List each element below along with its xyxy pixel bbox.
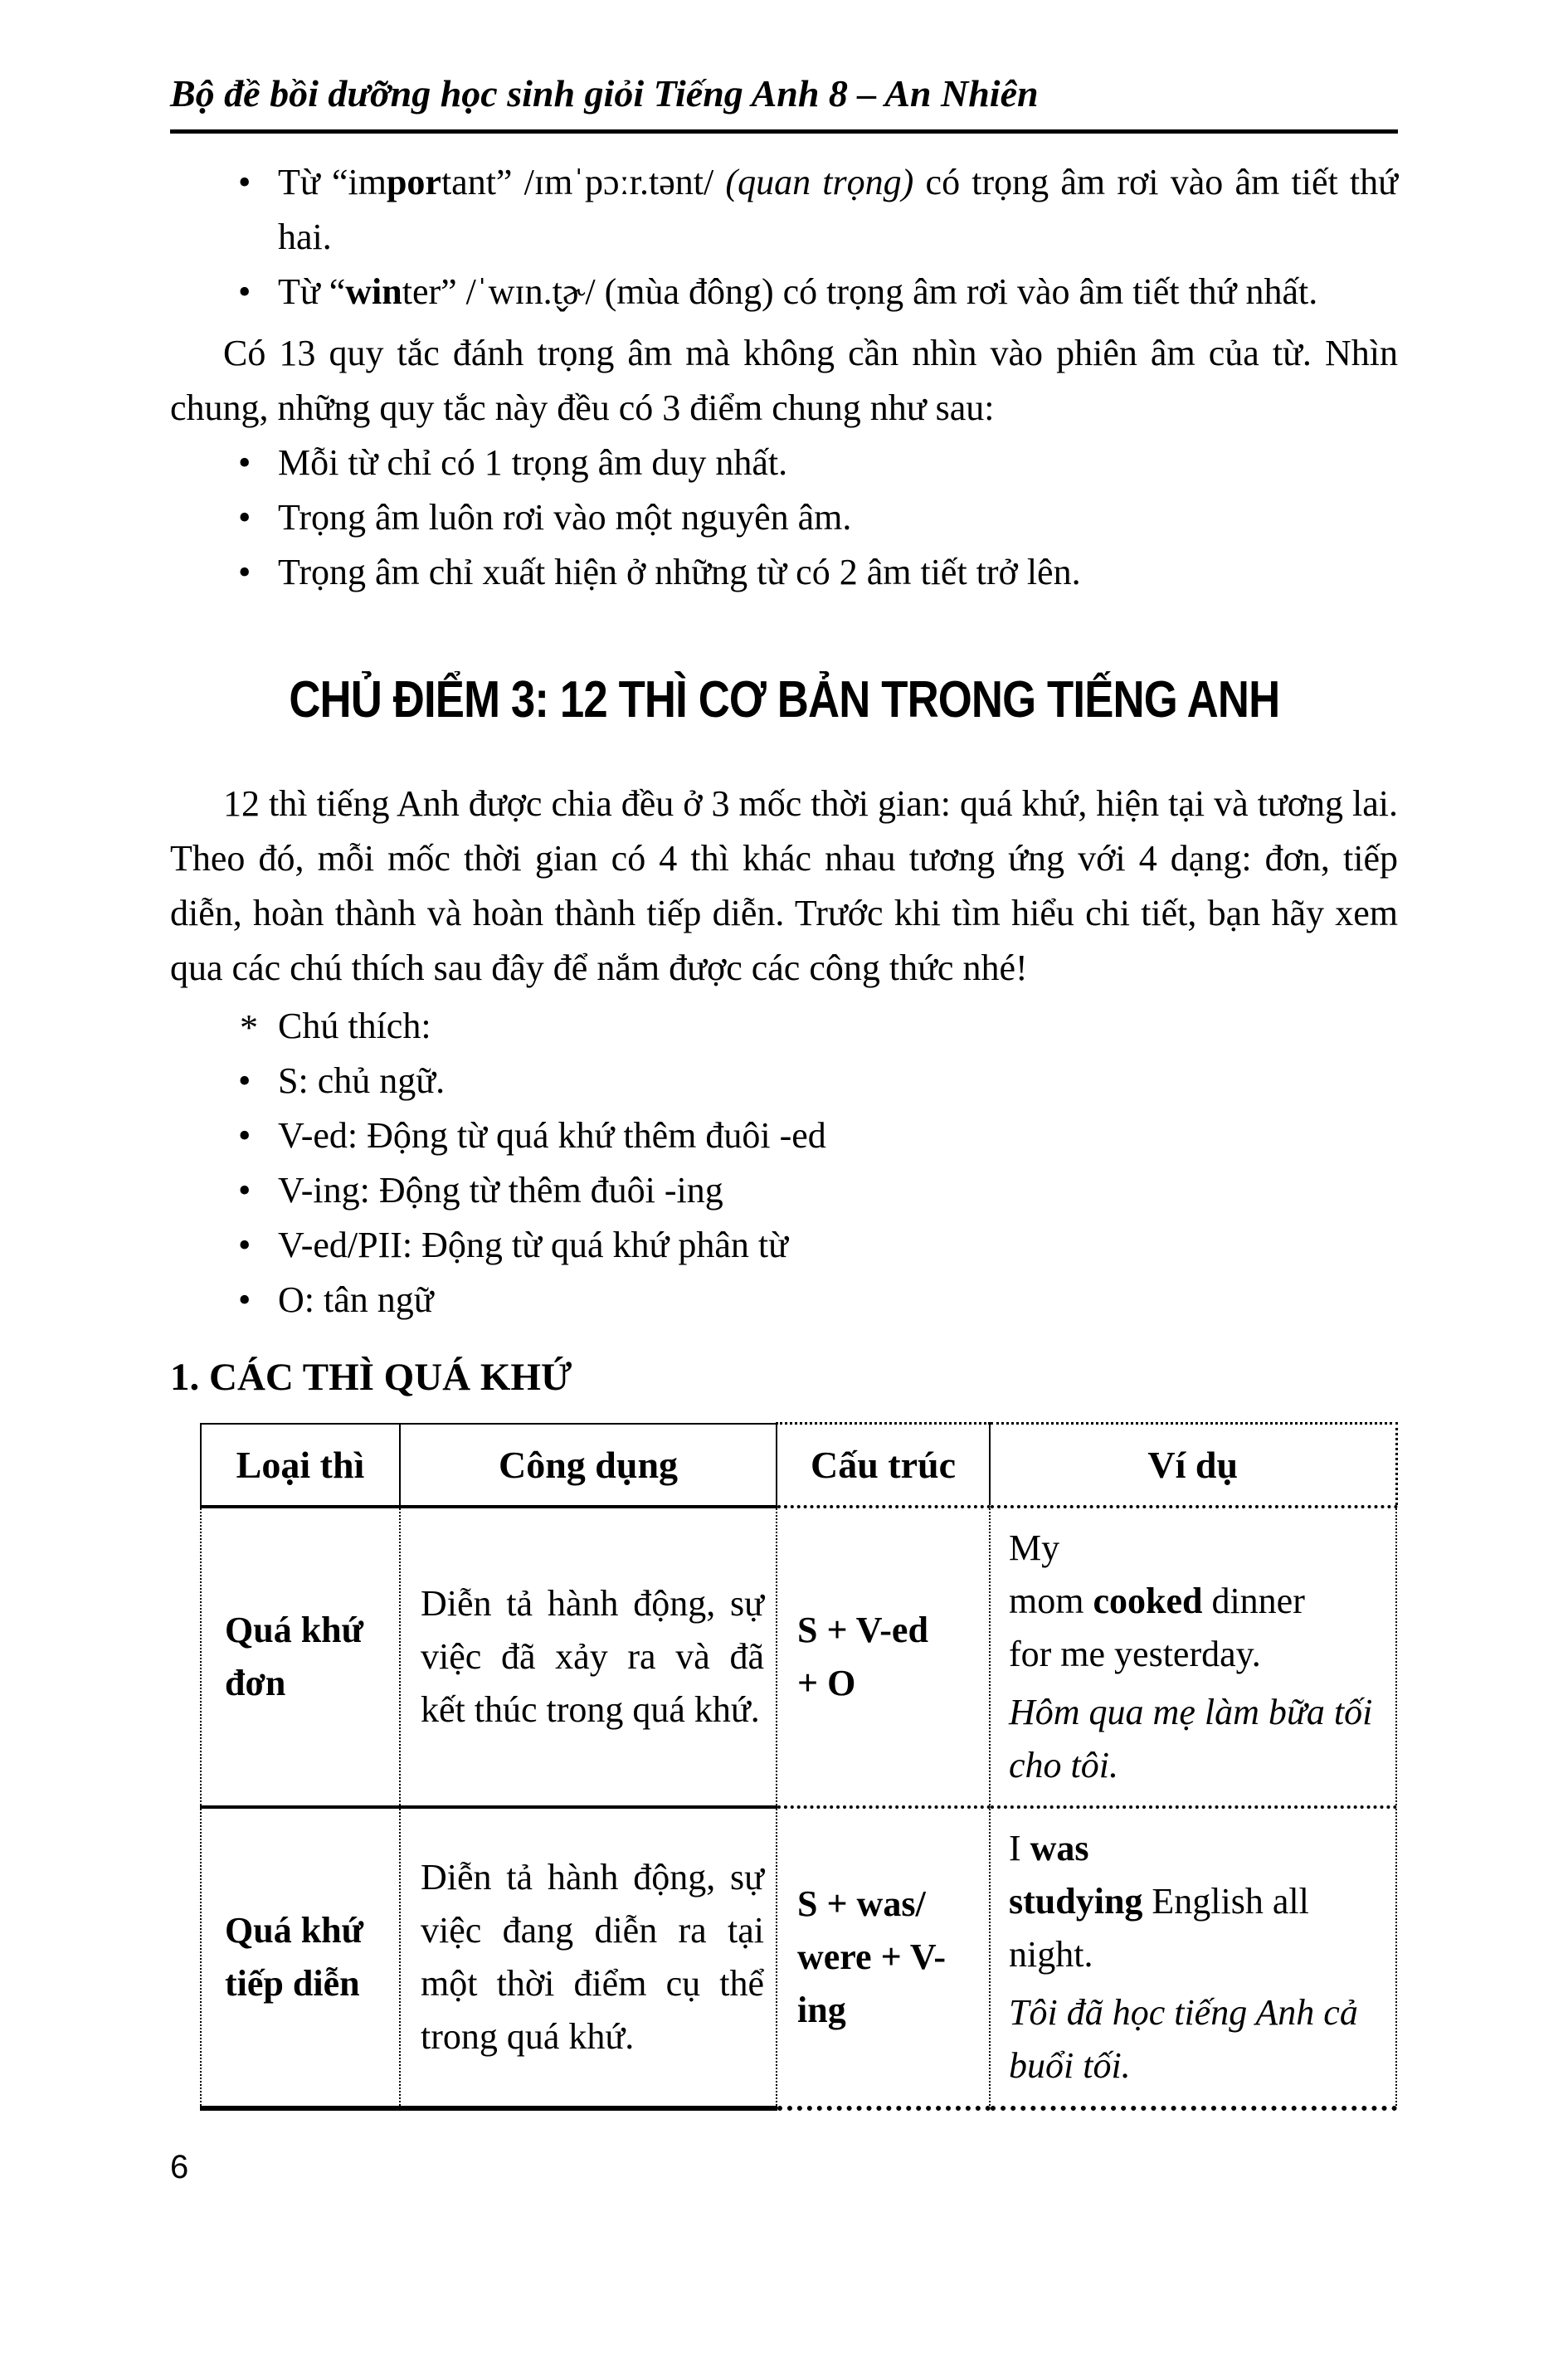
structure-cell <box>777 1807 990 2108</box>
note-text: V-ing: Động từ thêm đuôi -ing <box>278 1170 723 1211</box>
bullet-icon: • <box>238 1279 251 1320</box>
list-item <box>170 436 1398 490</box>
bullet-icon: • <box>238 271 251 312</box>
running-title: Bộ đề bồi dưỡng học sinh giỏi Tiếng Anh 8 – An Nhiên <box>170 72 1039 114</box>
text-segment: có trọng âm rơi vào âm tiết thứ hai. <box>278 162 1399 257</box>
tense-name-cell: Quá khứ tiếp diễn <box>201 1807 400 2108</box>
list-item <box>170 1054 1398 1108</box>
page-header <box>170 70 1398 134</box>
example-english <box>1009 1822 1384 1981</box>
example-cell <box>990 1507 1396 1807</box>
note-text: V-ed: Động từ quá khứ thêm đuôi -ed <box>278 1115 826 1156</box>
table-row-past-simple <box>201 1507 1396 1807</box>
text-segment: tant” /ɪmˈpɔːr.tənt/ <box>441 162 726 202</box>
text-segment: I <box>1009 1827 1030 1868</box>
note-text: S: chủ ngữ. <box>278 1060 446 1101</box>
tense-name-cell: Quá khứ đơn <box>201 1507 400 1807</box>
bullet-icon: • <box>238 497 251 538</box>
structure-line: S + was/ <box>797 1883 926 1924</box>
structure-line: S + V-ed <box>797 1609 928 1650</box>
text-segment: for me yesterday. <box>1009 1633 1261 1674</box>
past-tenses-table <box>200 1422 1398 2111</box>
table-header-row <box>201 1424 1396 1507</box>
list-item <box>170 1108 1398 1163</box>
column-header-tense: Loại thì <box>201 1424 400 1507</box>
structure-line: ing <box>797 1989 846 2030</box>
chapter-heading <box>170 651 1398 735</box>
text-segment: ter” /ˈwɪn.t̬ɚ/ (mùa đông) có trọng âm rơi vào âm tiết thứ nhất. <box>402 271 1318 312</box>
column-header-structure: Cấu trúc <box>777 1424 990 1507</box>
notes-title: Chú thích: <box>278 1006 431 1046</box>
rules-intro-paragraph: Có 13 quy tắc đánh trọng âm mà không cần nhìn vào phiên âm của từ. Nhìn chung, những quy tắc này đều có 3 điểm chung như sau: <box>170 333 1398 428</box>
text-segment-bold: studying <box>1009 1880 1143 1922</box>
rule-text: Trọng âm chỉ xuất hiện ở những từ có 2 âm tiết trở lên. <box>278 552 1081 592</box>
list-item <box>170 265 1398 319</box>
list-item <box>170 155 1398 265</box>
text-segment: mom <box>1009 1580 1093 1621</box>
chapter-heading-text: CHỦ ĐIỂM 3: 12 THÌ CƠ BẢN TRONG TIẾNG ANH <box>289 671 1279 728</box>
text-segment-italic: (quan trọng) <box>725 162 914 202</box>
section-heading: 1. CÁC THÌ QUÁ KHỨ <box>170 1356 572 1399</box>
rules-list <box>170 436 1398 600</box>
text-segment: My <box>1009 1527 1060 1568</box>
structure-line: were + V- <box>797 1936 947 1977</box>
bullet-icon: • <box>238 162 251 202</box>
list-item <box>170 1163 1398 1218</box>
asterisk-marker: * <box>240 1007 258 1048</box>
text-segment: Từ “ <box>278 271 346 312</box>
bullet-icon: • <box>238 1115 251 1156</box>
column-header-usage: Công dụng <box>400 1424 777 1507</box>
table-row-past-continuous <box>201 1807 1396 2108</box>
text-segment: English all <box>1142 1880 1309 1922</box>
list-item <box>170 545 1398 600</box>
usage-cell: Diễn tả hành động, sự việc đã xảy ra và đã kết thúc trong quá khứ. <box>400 1507 777 1807</box>
text-segment: night. <box>1009 1933 1093 1975</box>
example-translation: Hôm qua mẹ làm bữa tối cho tôi. <box>1009 1691 1373 1785</box>
rule-text: Trọng âm luôn rơi vào một nguyên âm. <box>278 497 852 538</box>
column-header-example: Ví dụ <box>990 1424 1396 1507</box>
bullet-icon: • <box>238 1170 251 1211</box>
structure-cell <box>777 1507 990 1807</box>
text-segment-bold: was <box>1030 1827 1089 1868</box>
text-segment-bold: por <box>386 162 441 202</box>
list-item <box>170 490 1398 545</box>
example-english <box>1009 1522 1384 1681</box>
text-segment: Từ “im <box>278 162 387 202</box>
example-translation: Tôi đã học tiếng Anh cả buổi tối. <box>1009 1991 1358 2086</box>
note-text: V-ed/PII: Động từ quá khứ phân từ <box>278 1225 788 1265</box>
structure-line: + O <box>797 1662 856 1703</box>
bullet-icon: • <box>238 442 251 483</box>
text-segment: dinner <box>1202 1580 1305 1621</box>
bullet-icon: • <box>238 552 251 592</box>
bullet-icon: • <box>238 1060 251 1101</box>
chapter-intro-paragraph: 12 thì tiếng Anh được chia đều ở 3 mốc thời gian: quá khứ, hiện tại và tương lai. Theo đó, mỗi mốc thời gian có 4 thì khác nhau tương ứng với 4 dạng: đơn, tiếp diễn, hoàn thành và hoàn thành tiếp diễn. Trước khi tìm hiểu chi tiết, bạn hãy xem qua các chú thích sau đây để nắm được các công thức nhé! <box>170 783 1398 988</box>
example-cell <box>990 1807 1396 2108</box>
list-item <box>170 1218 1398 1273</box>
notes-title-row <box>170 999 1398 1054</box>
bullet-icon: • <box>238 1225 251 1265</box>
page-number: 6 <box>170 2148 189 2185</box>
usage-cell: Diễn tả hành động, sự việc đang diễn ra tại một thời điểm cụ thể trong quá khứ. <box>400 1807 777 2108</box>
text-segment-bold: cooked <box>1093 1580 1203 1621</box>
text-segment-bold: win <box>345 271 402 312</box>
list-item <box>170 1273 1398 1328</box>
notes-list <box>170 1054 1398 1328</box>
note-text: O: tân ngữ <box>278 1279 434 1320</box>
stress-examples-list <box>170 155 1398 319</box>
rule-text: Mỗi từ chỉ có 1 trọng âm duy nhất. <box>278 442 788 483</box>
